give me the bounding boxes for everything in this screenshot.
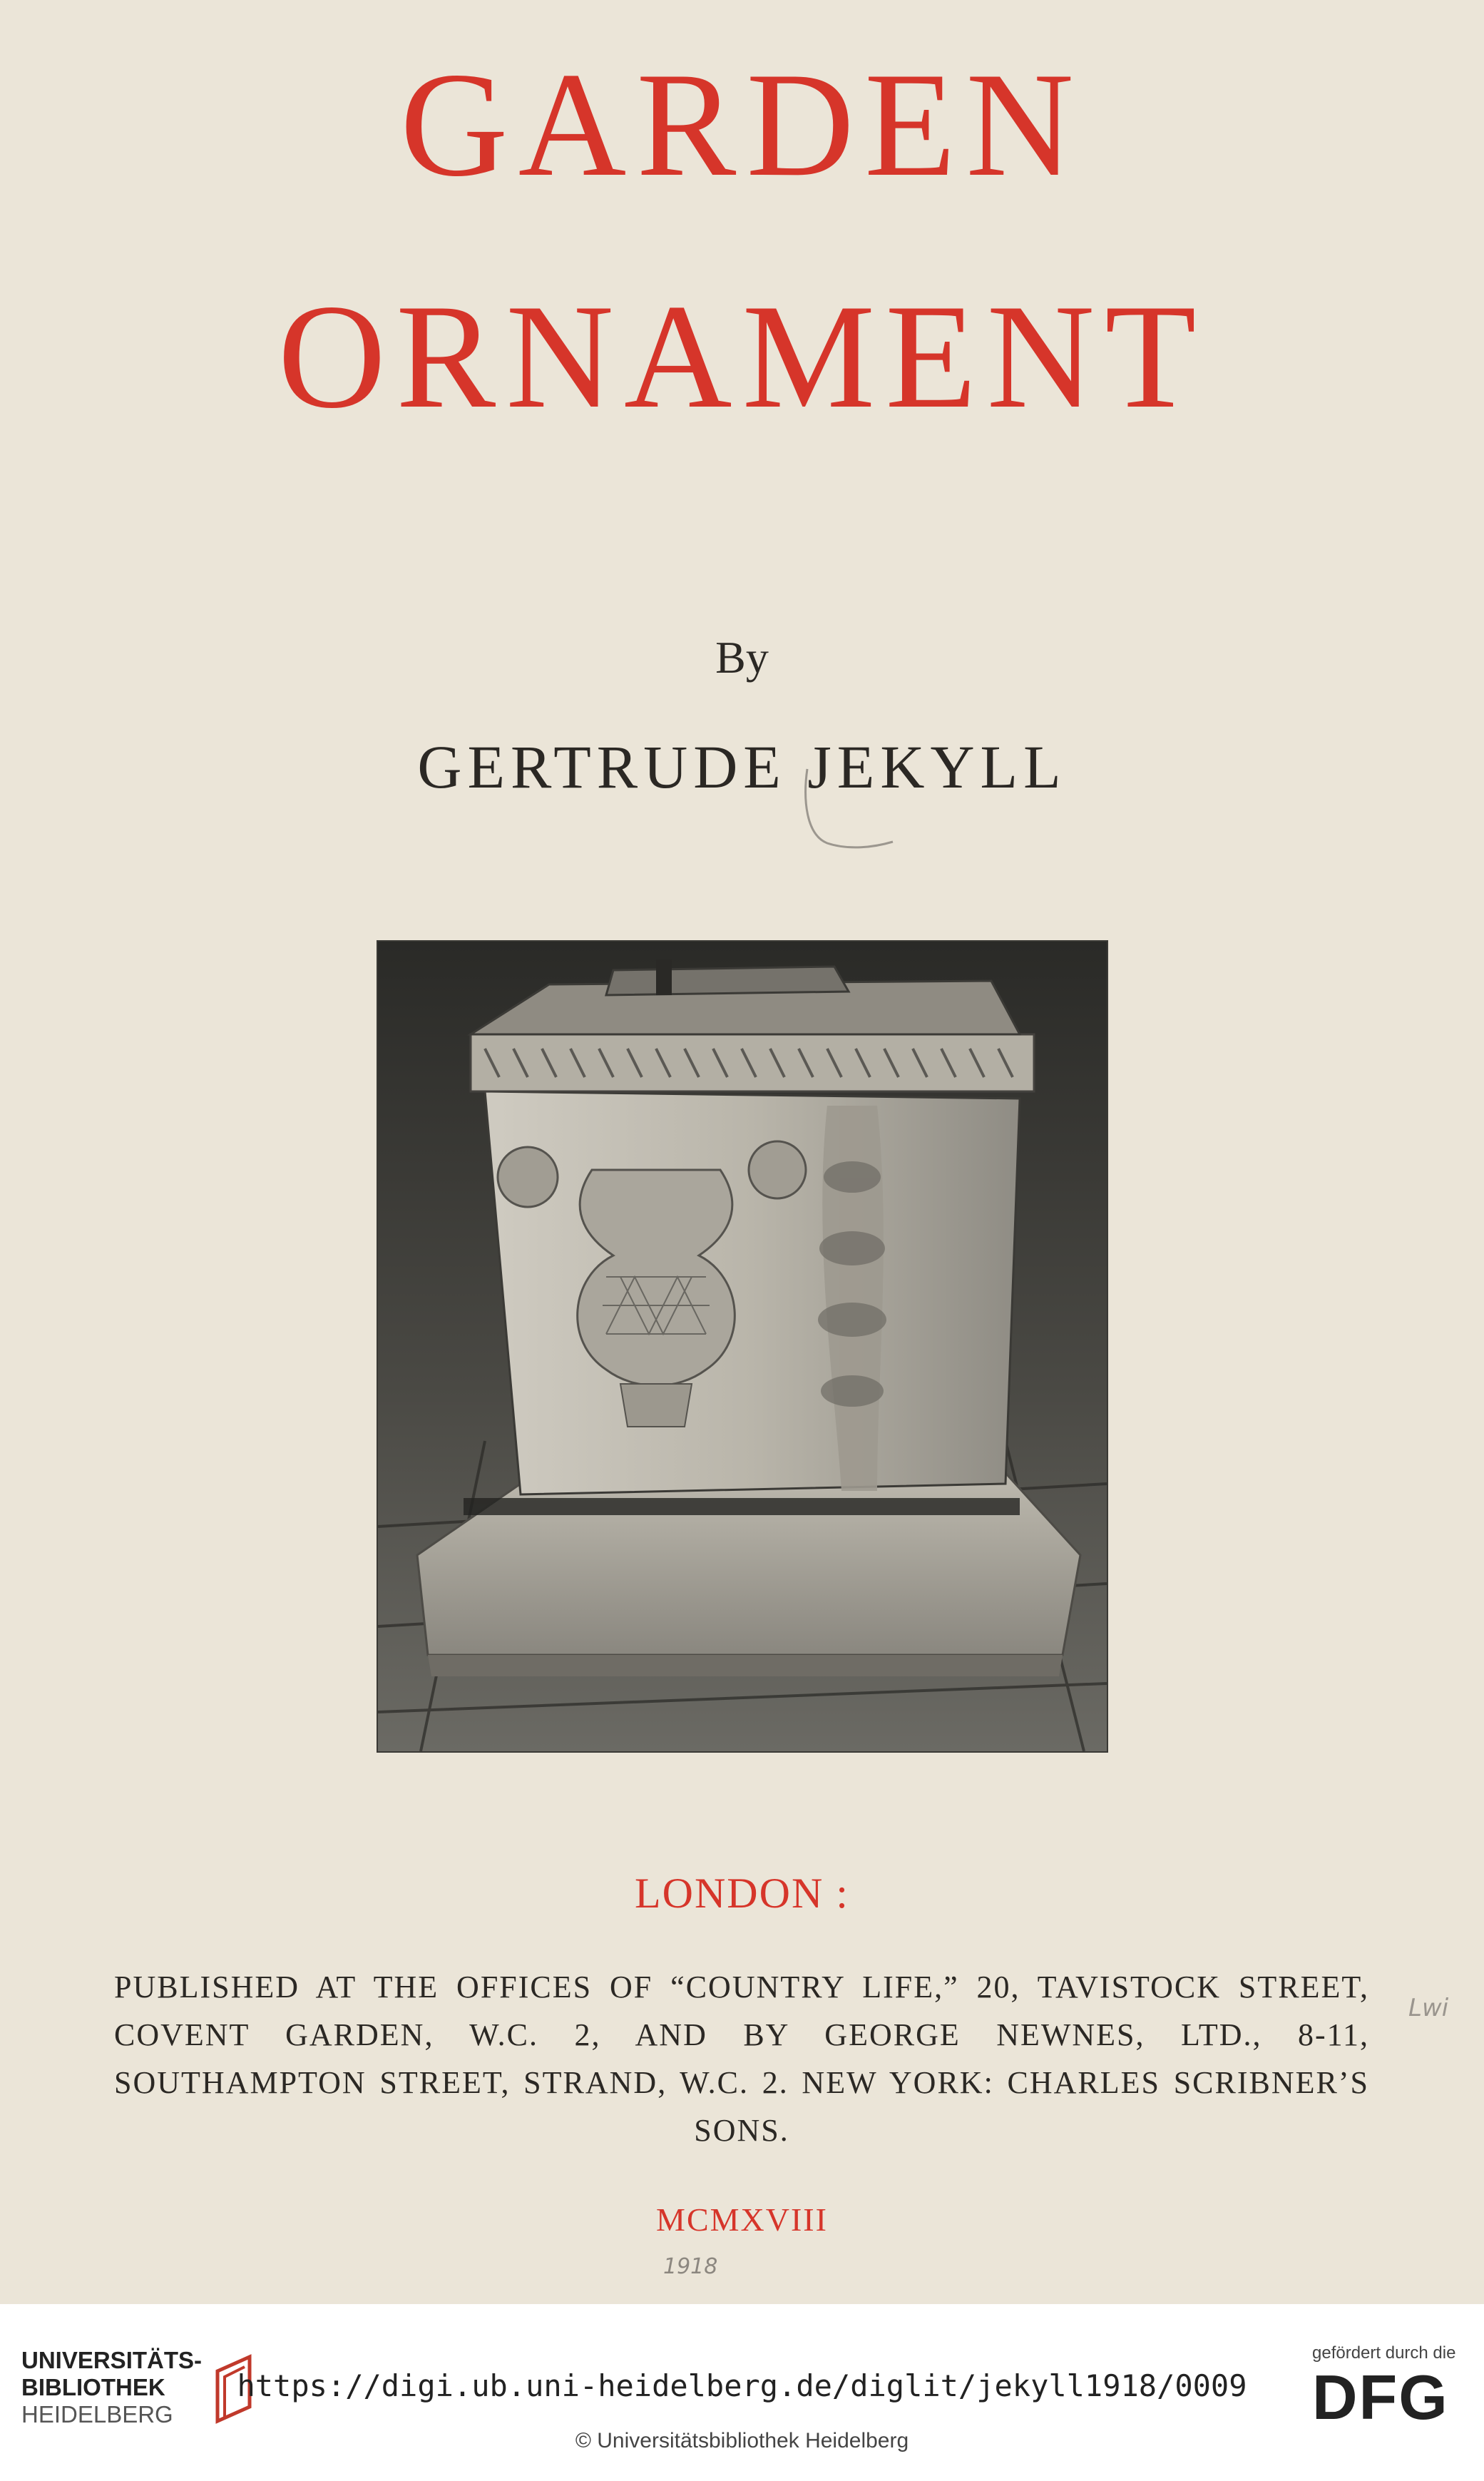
by-label: By: [715, 632, 769, 683]
author-name: GERTRUDE JEKYLL: [417, 733, 1067, 801]
margin-pencil-note: Lwi: [1408, 1994, 1449, 2022]
imprint-city: LONDON :: [635, 1870, 849, 1917]
dfg-funding-logo[interactable]: [1312, 2343, 1469, 2432]
copyright-notice: © Universitätsbibliothek Heidelberg: [575, 2429, 909, 2452]
funding-label: gefördert durch die: [1312, 2343, 1456, 2363]
library-name-line1: UNIVERSITÄTS-: [21, 2347, 203, 2373]
library-name-line3: HEIDELBERG: [21, 2401, 173, 2427]
frontispiece-photo-wellhead: [378, 942, 1107, 1751]
title-line-1: GARDEN: [400, 42, 1084, 208]
dfg-logo-text: DFG: [1312, 2362, 1449, 2432]
imprint-publisher: PUBLISHED AT THE OFFICES OF “COUNTRY LIFE,” 20, TAVISTOCK STREET, COVENT GARDEN, W.C. 2, AND BY GEORGE NEWNES, LTD., 8-11, SOUTHAMPTON STREET, STRAND, W.C. 2. NEW YORK: CHARLES SCRIBNER’S SONS.: [114, 1970, 1369, 2148]
pencil-year-note: 1918: [663, 2254, 718, 2279]
library-name-line2: BIBLIOTHEK: [21, 2374, 165, 2400]
imprint-year: MCMXVIII: [656, 2201, 828, 2238]
permalink-url[interactable]: https://digi.ub.uni-heidelberg.de/diglit/jekyll1918/0009: [237, 2368, 1247, 2403]
title-line-2: ORNAMENT: [277, 274, 1207, 439]
pencil-mark-icon: [799, 763, 899, 856]
